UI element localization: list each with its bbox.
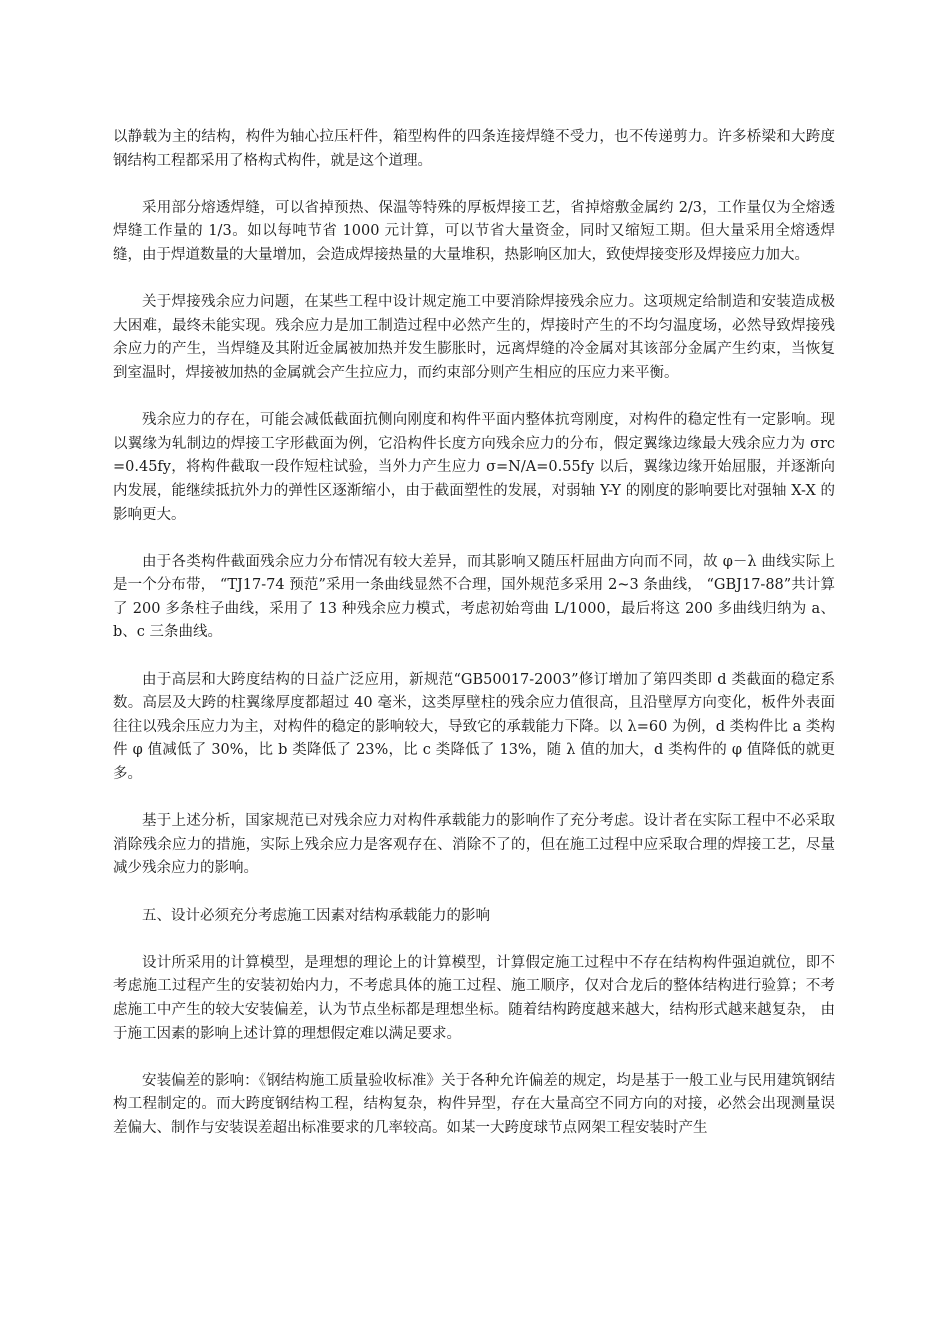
paragraph-residual-stress-issue: 关于焊接残余应力问题，在某些工程中设计规定施工中要消除焊接残余应力。这项规定给制造和安装造成极大困难，最终未能实现。残余应力是加工制造过程中必然产生的，焊接时产生的不均匀温度场，必然导致焊接残余应力的产生，当焊缝及其附近金属被加热并发生膨胀时，远离焊缝的冷金属对其该部分金属产生约束，当恢复到室温时，焊接被加热的金属就会产生拉应力，而约束部分则产生相应的压应力来平衡。	[113, 294, 835, 381]
paragraph-analysis-conclusion: 基于上述分析，国家规范已对残余应力对构件承载能力的影响作了充分考虑。设计者在实际工程中不必采取消除残余应力的措施，实际上残余应力是客观存在、消除不了的，但在施工过程中应采取合理的焊接工艺，尽量减少残余应力的影响。	[113, 813, 835, 877]
document-body	[113, 126, 835, 1141]
section-heading-five: 五、设计必须充分考虑施工因素对结构承载能力的影响	[142, 907, 490, 924]
paragraph-continuation: 以静载为主的结构，构件为轴心拉压杆件，箱型构件的四条连接焊缝不受力，也不传递剪力。许多桥梁和大跨度钢结构工程都采用了格构式构件，就是这个道理。	[113, 129, 835, 169]
paragraph-partial-penetration-weld: 采用部分熔透焊缝，可以省掉预热、保温等特殊的厚板焊接工艺，省掉熔敷金属约 2/3，工作量仅为全熔透焊缝工作量的 1/3。如以每吨节省 1000 元计算，可以节省大量资金，同时又缩短工期。但大量采用全熔透焊缝，由于焊道数量的大量增加，会造成焊接热量的大量堆积，热影响区加大，致使焊接变形及焊接应力加大。	[113, 199, 835, 263]
paragraph-installation-deviation: 安装偏差的影响：《钢结构施工质量验收标准》关于各种允许偏差的规定，均是基于一般工业与民用建筑钢结构工程制定的。而大跨度钢结构工程，结构复杂，构件异型，存在大量高空不同方向的对接，必然会出现测量误差偏大、制作与安装误差超出标准要求的几率较高。如某一大跨度球节点网架工程安装时产生	[113, 1072, 835, 1136]
paragraph-residual-stress-stiffness: 残余应力的存在，可能会减低截面抗侧向刚度和构件平面内整体抗弯刚度，对构件的稳定性有一定影响。现以翼缘为轧制边的焊接工字形截面为例，它沿构件长度方向残余应力的分布，假定翼缘边缘最大残余应力为 σrc=0.45fy，将构件截取一段作短柱试验，当外力产生应力 σ=N/A=0.55fy 以后，翼缘边缘开始屈服，并逐渐向内发展，能继续抵抗外力的弹性区逐渐缩小，由于截面塑性的发展，对弱轴 Y-Y 的刚度的影响要比对强轴 X-X 的影响更大。	[113, 412, 835, 523]
paragraph-d-class-section: 由于高层和大跨度结构的日益广泛应用，新规范“GB50017-2003”修订增加了第四类即 d 类截面的稳定系数。高层及大跨的柱翼缘厚度都超过 40 毫米，这类厚壁柱的残余应力值很高，且沿壁厚方向变化，板件外表面往往以残余压应力为主，对构件的稳定的影响较大，导致它的承载能力下降。以 λ=60 为例，d 类构件比 a 类构件 φ 值减低了 30%，比 b 类降低了 23%，比 c 类降低了 13%，随 λ 值的加大，d 类构件的 φ 值降低的就更多。	[113, 671, 835, 783]
paragraph-calculation-model: 设计所采用的计算模型，是理想的理论上的计算模型，计算假定施工过程中不存在结构构件强迫就位，即不考虑施工过程产生的安装初始内力，不考虑具体的施工过程、施工顺序，仅对合龙后的整体结构进行验算；不考虑施工中产生的较大安装偏差，认为节点坐标都是理想坐标。随着结构跨度越来越大，结构形式越来越复杂， 由于施工因素的影响上述计算的理想假定难以满足要求。	[113, 954, 835, 1042]
paragraph-column-curves: 由于各类构件截面残余应力分布情况有较大差异，而其影响又随压杆屈曲方向而不同，故 φ－λ 曲线实际上是一个分布带， “TJ17-74 预范”采用一条曲线显然不合理，国外规范多采用 2~3 条曲线， “GBJ17-88”共计算了 200 多条柱子曲线，采用了 13 种残余应力模式，考虑初始弯曲 L/1000，最后将这 200 多曲线归纳为 a、b、c 三条曲线。	[113, 553, 835, 641]
